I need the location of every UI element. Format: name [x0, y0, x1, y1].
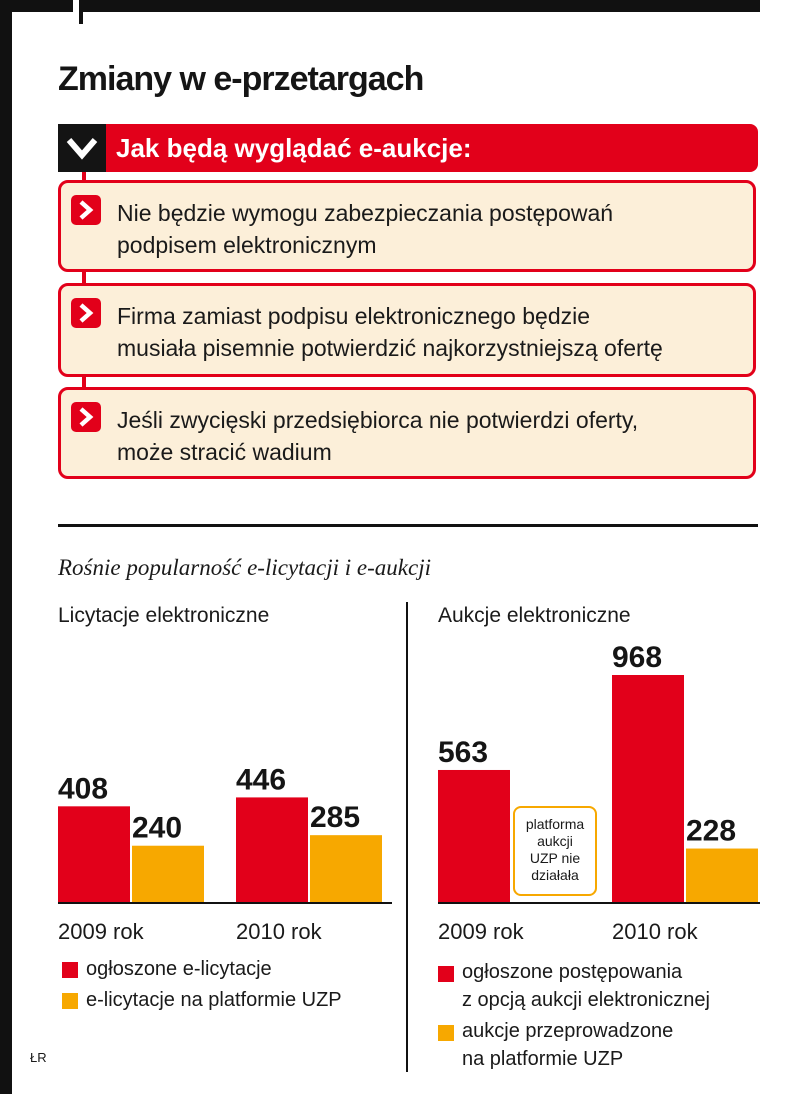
- legend-label: ogłoszone e-licytacje: [86, 958, 272, 980]
- bar: [236, 797, 308, 902]
- data-label: 240: [132, 811, 183, 845]
- legend-label: [462, 1017, 673, 1073]
- list-item-line: Nie będzie wymogu zabezpieczania postępowań: [117, 200, 614, 226]
- data-label: 408: [58, 772, 109, 806]
- bar: [58, 806, 130, 902]
- legend-swatch-orange: [62, 993, 78, 1009]
- chart-title: Aukcje elektroniczne: [438, 604, 631, 627]
- bar: [132, 846, 204, 902]
- chart-title: Licytacje elektroniczne: [58, 604, 270, 627]
- page-title: Zmiany w e-przetargach: [58, 60, 424, 98]
- data-label: 228: [686, 814, 737, 848]
- credit: ŁR: [30, 1050, 47, 1065]
- legend-swatch-orange: [438, 1025, 454, 1041]
- data-label: 446: [236, 763, 287, 797]
- bar: [438, 770, 510, 902]
- data-label: 968: [612, 641, 663, 675]
- list-item-line: podpisem elektronicznym: [117, 232, 377, 258]
- annotation-line: działała: [531, 867, 579, 883]
- list-item-line: może stracić wadium: [117, 439, 332, 465]
- annotation-line: UZP nie: [529, 850, 581, 866]
- legend-swatch-red: [62, 962, 78, 978]
- annotation-box: [513, 806, 597, 896]
- bar: [612, 675, 684, 902]
- annotation-line: aukcji: [537, 833, 573, 849]
- list-item-line: Jeśli zwycięski przedsiębiorca nie potwierdzi oferty,: [117, 407, 639, 433]
- legend-label-line: ogłoszone postępowania: [462, 961, 683, 983]
- legend-label: e-licytacje na platformie UZP: [86, 989, 342, 1011]
- section-subtitle: Rośnie popularność e-licytacji i e-aukcji: [58, 555, 431, 580]
- list-item-line: musiała pisemnie potwierdzić najkorzystniejszą ofertę: [117, 335, 663, 361]
- category-label: 2010 rok: [236, 919, 322, 944]
- category-label: 2009 rok: [58, 919, 144, 944]
- data-label: 563: [438, 735, 489, 769]
- legend-label: [462, 958, 710, 1014]
- bar: [686, 849, 758, 902]
- category-label: 2010 rok: [612, 919, 698, 944]
- legend-label-line: na platformie UZP: [462, 1048, 624, 1070]
- data-label: 285: [310, 801, 361, 835]
- legend-label-line: aukcje przeprowadzone: [462, 1020, 674, 1042]
- legend-swatch-red: [438, 966, 454, 982]
- bar: [310, 835, 382, 902]
- banner-text: Jak będą wyglądać e-aukcje:: [116, 133, 472, 163]
- category-label: 2009 rok: [438, 919, 524, 944]
- legend-label-line: z opcją aukcji elektronicznej: [462, 989, 710, 1011]
- annotation-line: platforma: [525, 816, 585, 832]
- list-item-line: Firma zamiast podpisu elektronicznego będzie: [117, 303, 591, 329]
